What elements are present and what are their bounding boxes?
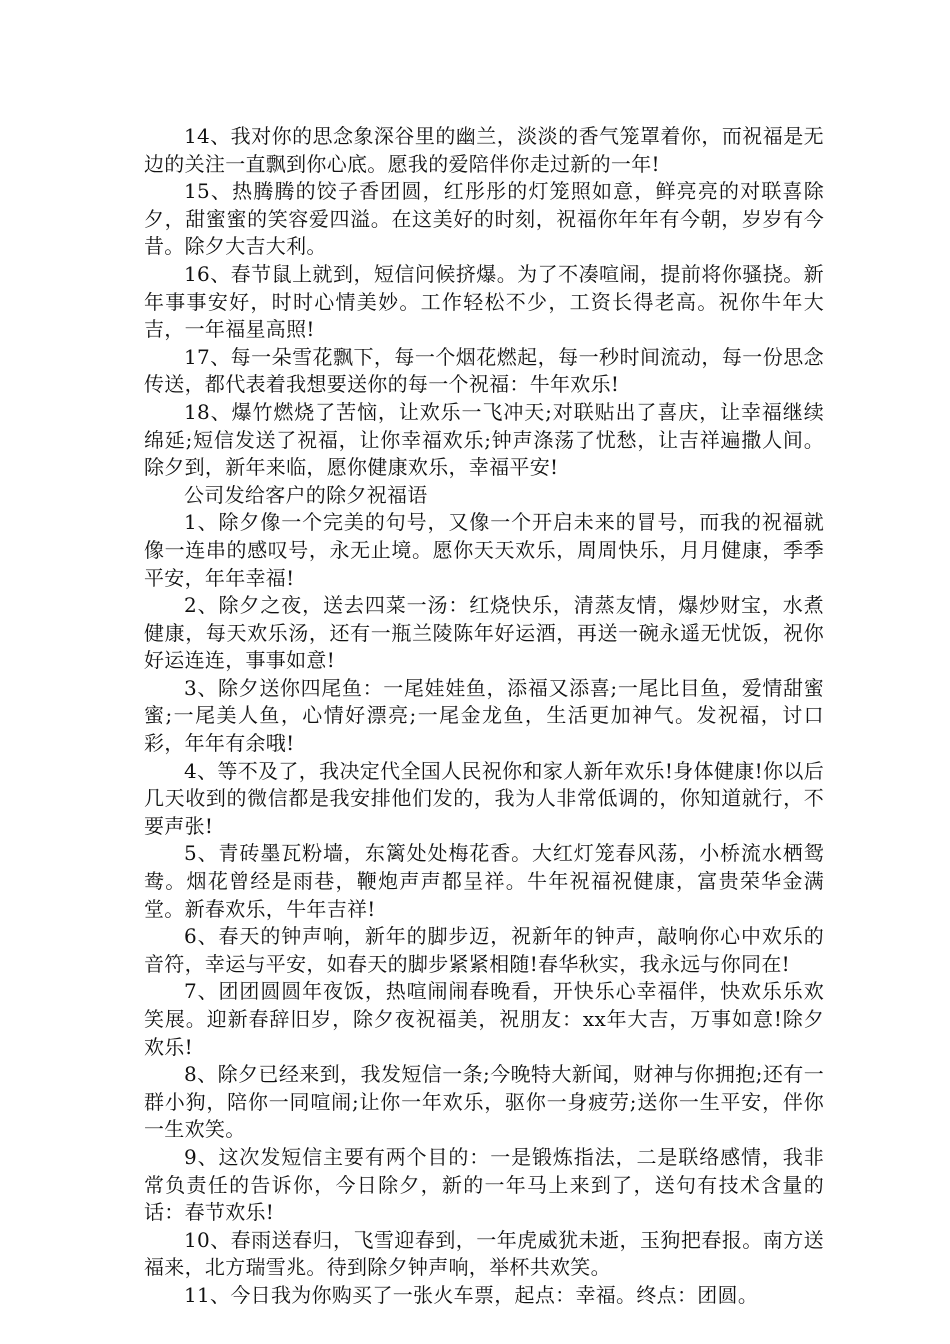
- paragraph-6: 6、春天的钟声响，新年的脚步迈，祝新年的钟声，敲响你心中欢乐的音符，幸运与平安，如春天的脚步紧紧相随!春华秋实，我永远与你同在!: [144, 924, 824, 976]
- paragraph-2: 2、除夕之夜，送去四菜一汤：红烧快乐，清蒸友情，爆炒财宝，水煮健康，每天欢乐汤，还有一瓶兰陵陈年好运酒，再送一碗永遥无忧饭，祝你好运连连，事事如意!: [144, 593, 824, 673]
- paragraph-14: 14、我对你的思念象深谷里的幽兰，淡淡的香气笼罩着你，而祝福是无边的关注一直飘到你心底。愿我的爱陪伴你走过新的一年!: [144, 124, 824, 176]
- section-heading: 公司发给客户的除夕祝福语: [184, 482, 428, 507]
- paragraph-7: 7、团团圆圆年夜饭，热喧闹闹春晚看，开快乐心幸福伴，快欢乐乐欢笑展。迎新春辞旧岁，除夕夜祝福美，祝朋友：xx年大吉，万事如意!除夕欢乐!: [144, 979, 824, 1059]
- paragraph-4: 4、等不及了，我决定代全国人民祝你和家人新年欢乐!身体健康!你以后几天收到的微信都是我安排他们发的，我为人非常低调的，你知道就行，不要声张!: [144, 758, 824, 838]
- paragraph-5: 5、青砖墨瓦粉墙，东篱处处梅花香。大红灯笼春风荡，小桥流水栖鸳鸯。烟花曾经是雨巷，鞭炮声声都呈祥。牛年祝福祝健康，富贵荣华金满堂。新春欢乐，牛年吉祥!: [144, 841, 824, 921]
- paragraph-15: 15、热腾腾的饺子香团圆，红彤彤的灯笼照如意，鲜亮亮的对联喜除夕，甜蜜蜜的笑容爱四溢。在这美好的时刻，祝福你年年有今朝，岁岁有今昔。除夕大吉大利。: [144, 179, 824, 259]
- paragraph-3: 3、除夕送你四尾鱼：一尾娃娃鱼，添福又添喜;一尾比目鱼，爱情甜蜜蜜;一尾美人鱼，心情好漂亮;一尾金龙鱼，生活更加神气。发祝福，讨口彩，年年有余哦!: [144, 675, 824, 756]
- paragraph-11: 11、今日我为你购买了一张火车票，起点：幸福。终点：团圆。: [184, 1282, 759, 1307]
- paragraph-9: 9、这次发短信主要有两个目的：一是锻炼指法，二是联络感情，我非常负责任的告诉你，今日除夕，新的一年马上来到了，送句有技术含量的话：春节欢乐!: [144, 1144, 824, 1225]
- paragraph-16: 16、春节鼠上就到，短信问候挤爆。为了不凑喧闹，提前将你骚挠。新年事事安好，时时心情美妙。工作轻松不少，工资长得老高。祝你牛年大吉，一年福星高照!: [144, 261, 824, 342]
- paragraph-17: 17、每一朵雪花飘下，每一个烟花燃起，每一秒时间流动，每一份思念传送，都代表着我想要送你的每一个祝福：牛年欢乐!: [144, 344, 824, 397]
- document-page: [144, 123, 824, 1310]
- paragraph-8: 8、除夕已经来到，我发短信一条;今晚特大新闻，财神与你拥抱;还有一群小狗，陪你一同喧闹;让你一年欢乐，驱你一身疲劳;送你一生平安，伴你一生欢笑。: [144, 1062, 824, 1142]
- paragraph-18: 18、爆竹燃烧了苦恼，让欢乐一飞冲天;对联贴出了喜庆，让幸福继续绵延;短信发送了祝福，让你幸福欢乐;钟声涤荡了忧愁，让吉祥遍撒人间。除夕到，新年来临，愿你健康欢乐，幸福平安!: [144, 399, 824, 480]
- paragraph-1: 1、除夕像一个完美的句号，又像一个开启未来的冒号，而我的祝福就像一连串的感叹号，永无止境。愿你天天欢乐，周周快乐，月月健康，季季平安，年年幸福!: [144, 510, 824, 590]
- paragraph-10: 10、春雨送春归，飞雪迎春到，一年虎威犹未逝，玉狗把春报。南方送福来，北方瑞雪兆。待到除夕钟声响，举杯共欢笑。: [144, 1227, 824, 1280]
